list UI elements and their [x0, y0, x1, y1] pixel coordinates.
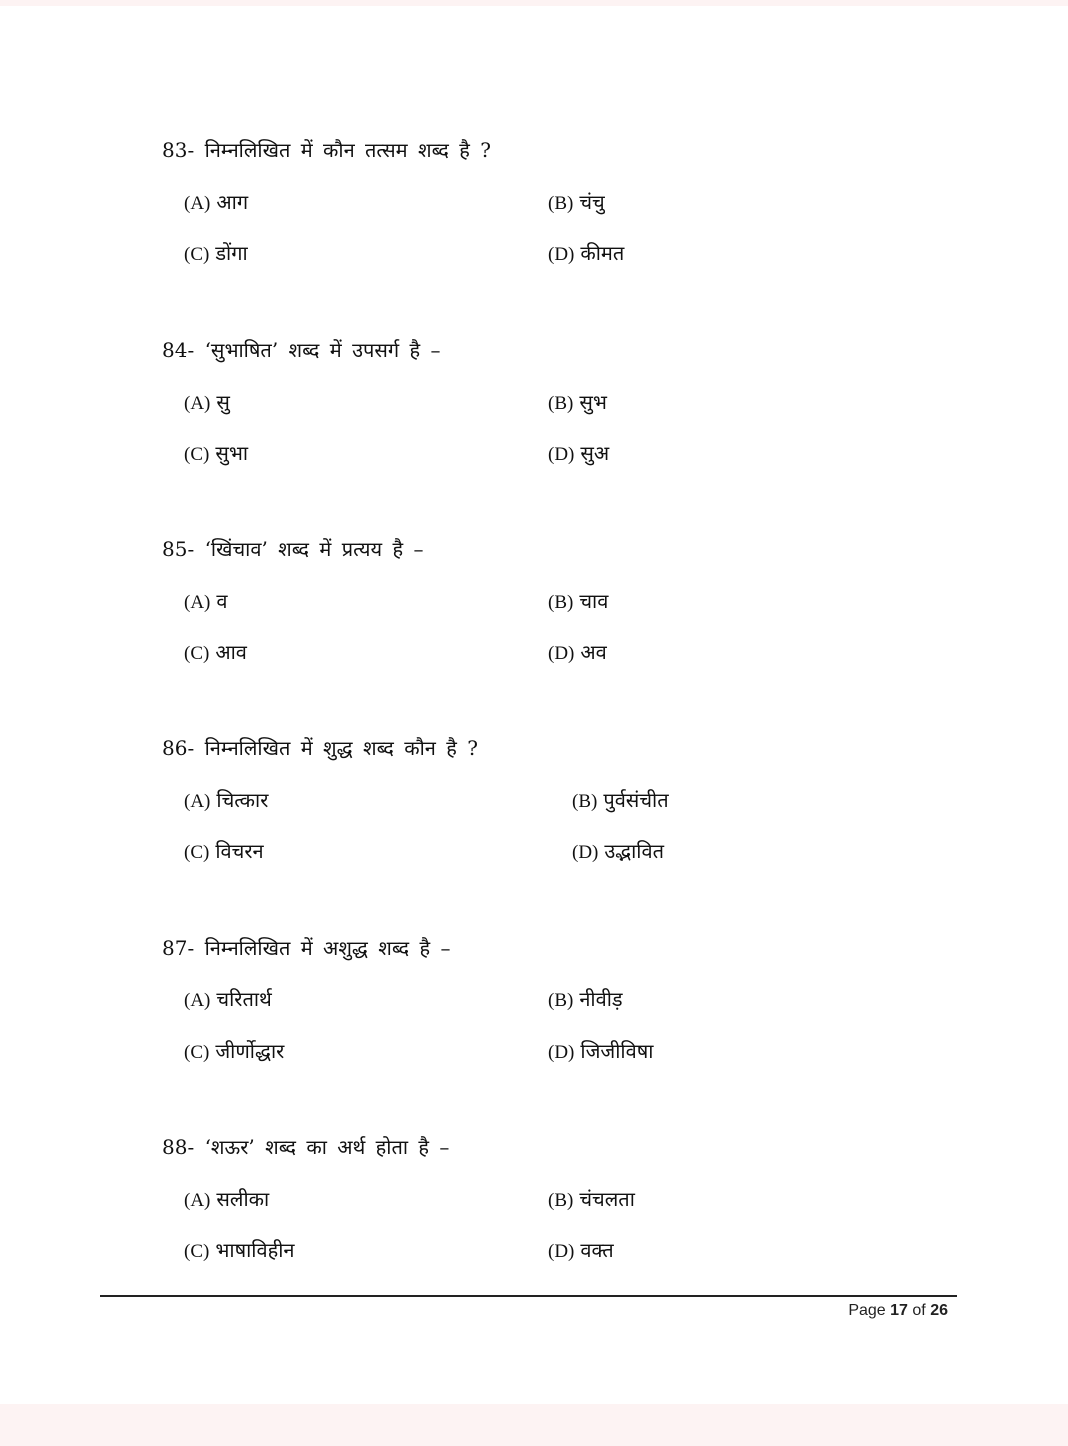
option-c [184, 439, 248, 469]
option-a [184, 1185, 269, 1215]
question-88 [0, 1133, 1068, 1303]
option-label: (D) [548, 444, 575, 465]
question-87 [0, 934, 1068, 1104]
option-text: सलीका [216, 1187, 270, 1211]
option-text: जिजीविषा [580, 1039, 654, 1063]
question-text: 88- ‘शऊर’ शब्द का अर्थ होता है – [162, 1135, 450, 1159]
option-text: व [216, 589, 228, 613]
option-label: (C) [184, 643, 210, 664]
option-label: (A) [184, 393, 211, 414]
question-84 [0, 336, 1068, 506]
option-label: (C) [184, 1042, 210, 1063]
option-label: (D) [572, 842, 599, 863]
option-c [184, 837, 264, 867]
option-b [548, 188, 605, 218]
page-word: Page [848, 1302, 886, 1319]
option-text: वक्त [580, 1238, 614, 1262]
option-a [184, 188, 248, 218]
option-text: सु [216, 390, 230, 414]
option-b [572, 786, 669, 816]
question-text: 84- ‘सुभाषित’ शब्द में उपसर्ग है – [162, 338, 441, 362]
option-c [184, 1236, 295, 1266]
option-c [184, 1037, 284, 1067]
option-label: (A) [184, 193, 211, 214]
top-edge-strip [0, 0, 1068, 6]
option-d [548, 239, 624, 269]
option-label: (D) [548, 1241, 575, 1262]
option-text: पुर्वसंचीत [603, 788, 669, 812]
option-a [184, 388, 230, 418]
option-text: सुअ [580, 441, 610, 465]
option-label: (A) [184, 990, 211, 1011]
option-text: सुभा [215, 441, 249, 465]
option-text: जीर्णोद्धार [215, 1039, 285, 1063]
option-d [548, 439, 609, 469]
option-text: चाव [579, 589, 609, 613]
option-d [548, 1236, 614, 1266]
option-label: (C) [184, 244, 210, 265]
option-label: (D) [548, 643, 575, 664]
option-b [548, 1185, 635, 1215]
option-text: सुभ [579, 390, 607, 414]
option-label: (A) [184, 1190, 211, 1211]
total-pages: 26 [930, 1302, 948, 1319]
option-d [572, 837, 664, 867]
option-c [184, 638, 247, 668]
option-label: (A) [184, 791, 211, 812]
option-label: (A) [184, 592, 211, 613]
option-text: विचरन [215, 839, 264, 863]
option-d [548, 1037, 653, 1067]
option-label: (B) [548, 990, 574, 1011]
question-86 [0, 734, 1068, 904]
option-label: (C) [184, 842, 210, 863]
option-c [184, 239, 248, 269]
option-text: उद्भावित [604, 839, 665, 863]
bottom-edge-strip [0, 1404, 1068, 1446]
option-label: (B) [572, 791, 598, 812]
question-text: 83- निम्नलिखित में कौन तत्सम शब्द है ? [162, 138, 491, 162]
question-text: 87- निम्नलिखित में अशुद्ध शब्द है – [162, 936, 451, 960]
page-number [848, 1300, 948, 1322]
option-text: आव [215, 640, 247, 664]
option-text: चंचलता [579, 1187, 635, 1211]
option-label: (B) [548, 592, 574, 613]
option-a [184, 587, 228, 617]
option-text: भाषाविहीन [215, 1238, 295, 1262]
option-text: कीमत [580, 241, 625, 265]
option-text: डोंगा [215, 241, 248, 265]
question-text: 86- निम्नलिखित में शुद्ध शब्द कौन है ? [162, 736, 478, 760]
option-b [548, 985, 623, 1015]
option-text: चित्कार [216, 788, 269, 812]
of-word: of [912, 1302, 926, 1319]
option-label: (C) [184, 1241, 210, 1262]
option-text: नीवीड़ [579, 987, 623, 1011]
option-a [184, 786, 268, 816]
question-text: 85- ‘खिंचाव’ शब्द में प्रत्यय है – [162, 537, 424, 561]
option-b [548, 388, 607, 418]
option-label: (B) [548, 1190, 574, 1211]
option-label: (D) [548, 1042, 575, 1063]
option-d [548, 638, 607, 668]
option-a [184, 985, 272, 1015]
option-label: (B) [548, 393, 574, 414]
option-label: (B) [548, 193, 574, 214]
question-83 [0, 136, 1068, 306]
option-label: (D) [548, 244, 575, 265]
option-b [548, 587, 608, 617]
option-label: (C) [184, 444, 210, 465]
question-85 [0, 535, 1068, 705]
footer-divider [100, 1295, 957, 1297]
option-text: अव [580, 640, 607, 664]
option-text: चंचु [579, 190, 605, 214]
option-text: आग [216, 190, 249, 214]
option-text: चरितार्थ [216, 987, 272, 1011]
current-page: 17 [890, 1302, 908, 1319]
